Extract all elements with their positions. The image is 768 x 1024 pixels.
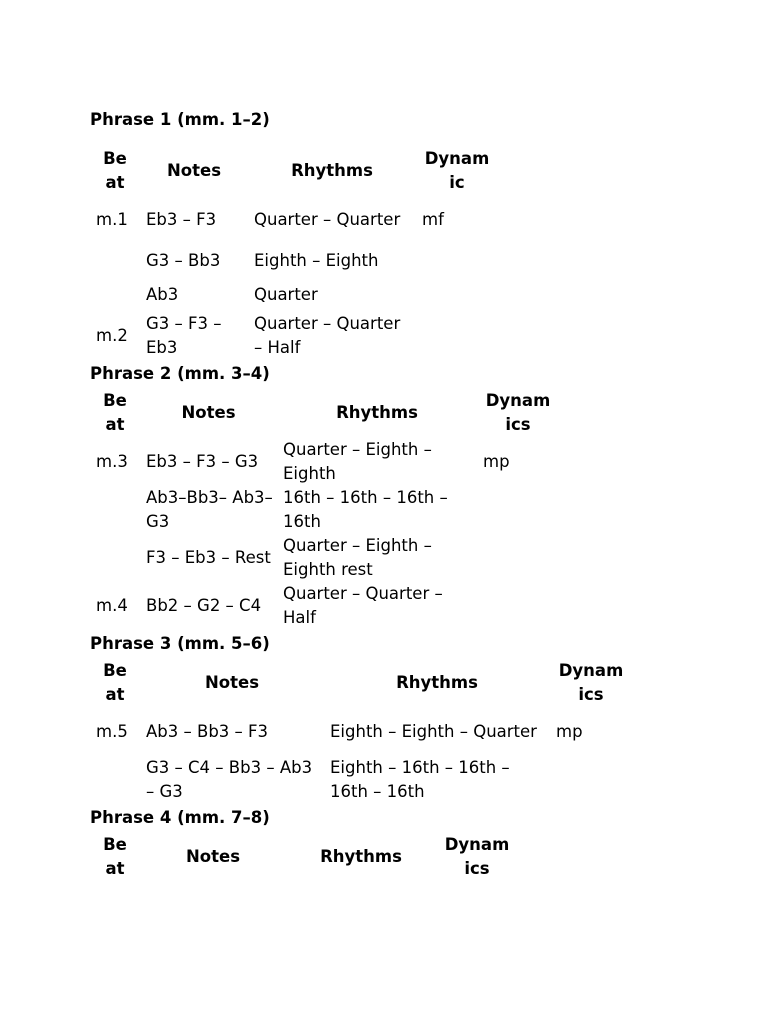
phrase-1-table (90, 146, 506, 360)
rhythms-cell: Eighth – Eighth (254, 251, 379, 270)
dynamic-cell: mp (556, 722, 583, 741)
table-header-row (90, 146, 506, 196)
notes-cell: Ab3–Bb3– Ab3–G3 (146, 488, 273, 531)
phrase-3-table (90, 658, 640, 804)
beat-cell (90, 534, 140, 582)
phrase-2-heading: Phrase 2 (mm. 3–4) (90, 364, 270, 383)
rhythms-cell: Quarter – Eighth – Eighth rest (283, 536, 432, 579)
notes-cell: Bb2 – G2 – C4 (146, 596, 262, 615)
dynamic-cell (416, 244, 506, 278)
beat-cell (90, 756, 140, 804)
header-dynamic: Dynam ics (444, 835, 510, 878)
header-dynamic: Dynam ics (485, 391, 551, 434)
rhythms-cell: Quarter – Eighth – Eighth (283, 440, 432, 483)
header-rhythms: Rhythms (320, 847, 402, 866)
table-header-row (90, 388, 567, 438)
header-rhythms: Rhythms (396, 673, 478, 692)
phrase-1-heading: Phrase 1 (mm. 1–2) (90, 110, 270, 129)
notes-cell: F3 – Eb3 – Rest (146, 548, 271, 567)
notes-cell: G3 – Bb3 (146, 251, 221, 270)
table-row (90, 534, 567, 582)
header-beat: Be at (103, 661, 127, 704)
rhythms-cell: Quarter – Quarter – Half (283, 584, 443, 627)
header-beat: Be at (103, 835, 127, 878)
notes-cell: Eb3 – F3 – G3 (146, 452, 259, 471)
table-row (90, 582, 567, 630)
header-rhythms: Rhythms (336, 403, 418, 422)
phrase-2-table (90, 388, 567, 630)
phrase-3-heading: Phrase 3 (mm. 5–6) (90, 634, 270, 653)
dynamic-cell (477, 486, 567, 534)
dynamic-cell (477, 582, 567, 630)
dynamic-cell: mp (483, 452, 510, 471)
dynamic-cell (477, 534, 567, 582)
table-row (90, 756, 640, 804)
beat-cell (90, 244, 140, 278)
phrase-4-heading: Phrase 4 (mm. 7–8) (90, 808, 270, 827)
table-row (90, 486, 567, 534)
dynamic-cell (416, 278, 506, 312)
table-row (90, 244, 506, 278)
table-row (90, 708, 640, 756)
header-dynamic: Dynam ics (558, 661, 624, 704)
dynamic-cell: mf (422, 210, 444, 229)
header-notes: Notes (166, 161, 222, 180)
table-row (90, 312, 506, 360)
notes-cell: G3 – C4 – Bb3 – Ab3 – G3 (146, 758, 313, 801)
rhythms-cell: Quarter – Quarter – Half (254, 314, 401, 357)
table-header-row (90, 658, 640, 708)
rhythms-cell: Eighth – Eighth – Quarter (330, 722, 537, 741)
header-notes: Notes (185, 847, 241, 866)
rhythms-cell: Eighth – 16th – 16th – 16th – 16th (330, 758, 510, 801)
phrase-4-table (90, 832, 526, 882)
beat-cell: m.5 (96, 722, 128, 741)
table-row (90, 438, 567, 486)
rhythms-cell: 16th – 16th – 16th – 16th (283, 488, 448, 531)
table-header-row (90, 832, 526, 882)
header-rhythms: Rhythms (291, 161, 373, 180)
beat-cell: m.3 (96, 452, 128, 471)
notes-cell: Eb3 – F3 (146, 210, 217, 229)
notes-cell: Ab3 (146, 285, 179, 304)
document-page (90, 108, 730, 882)
beat-cell: m.2 (96, 326, 128, 345)
beat-cell (90, 278, 140, 312)
header-dynamic: Dynam ic (424, 149, 490, 192)
beat-cell (90, 486, 140, 534)
dynamic-cell (416, 312, 506, 360)
notes-cell: G3 – F3 – Eb3 (146, 314, 222, 357)
header-beat: Be at (103, 391, 127, 434)
beat-cell: m.1 (96, 210, 128, 229)
notes-cell: Ab3 – Bb3 – F3 (146, 722, 269, 741)
dynamic-cell (550, 756, 640, 804)
beat-cell: m.4 (96, 596, 128, 615)
table-row (90, 196, 506, 244)
rhythms-cell: Quarter (254, 285, 318, 304)
rhythms-cell: Quarter – Quarter (254, 210, 401, 229)
table-row (90, 278, 506, 312)
header-notes: Notes (204, 673, 260, 692)
header-beat: Be at (103, 149, 127, 192)
header-notes: Notes (181, 403, 236, 422)
